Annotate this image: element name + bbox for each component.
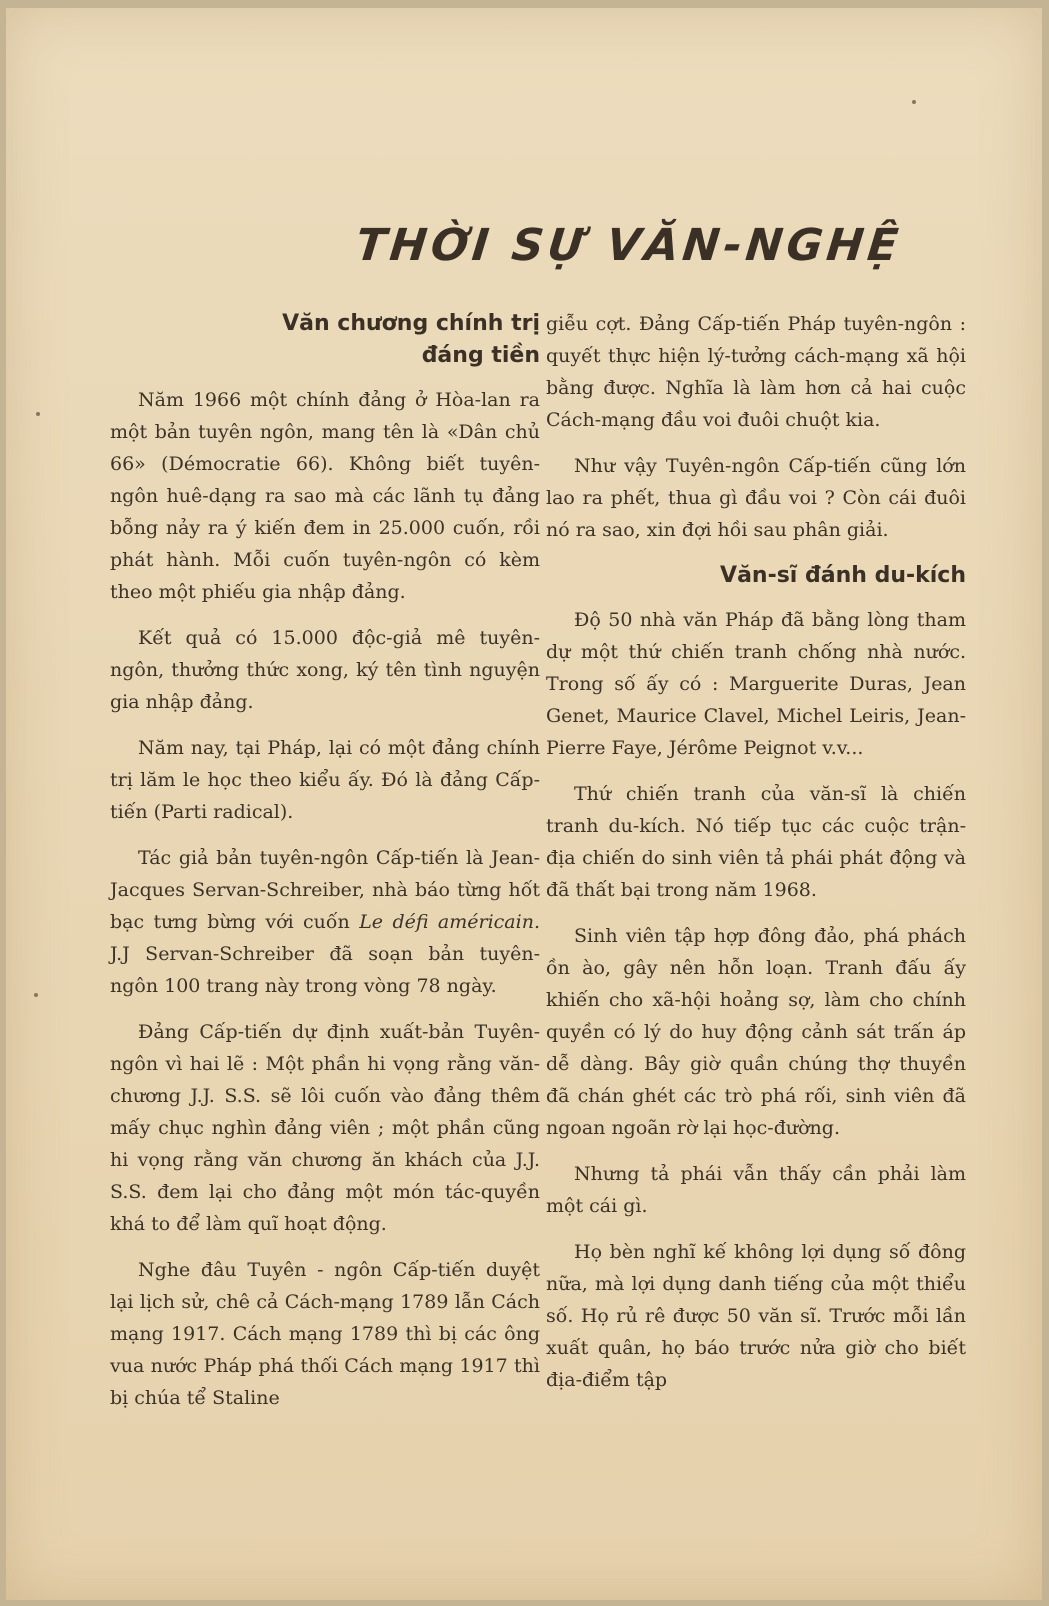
paragraph: Họ bèn nghĩ kế không lợi dụng số đông nữa, mà lợi dụng danh tiếng của một thiểu số. Họ rủ rê được 50 văn sĩ. Trước mỗi lần xuất quân, họ báo trước nửa giờ cho biết địa-điểm tập — [546, 1241, 966, 1391]
right-column — [546, 308, 966, 1410]
paragraph: Như vậy Tuyên-ngôn Cấp-tiến cũng lớn lao ra phết, thua gì đầu voi ? Còn cái đuôi nó ra sao, xin đợi hồi sau phân giải. — [546, 455, 966, 541]
paragraph: Năm 1966 một chính đảng ở Hòa-lan ra một bản tuyên ngôn, mang tên là «Dân chủ 66» (Démocratie 66). Không biết tuyên-ngôn huê-dạng ra sao mà các lãnh tụ đảng bỗng nảy ra ý kiến đem in 25.000 cuốn, rồi phát hành. Mỗi cuốn tuyên-ngôn có kèm theo một phiếu gia nhập đảng. — [110, 389, 540, 603]
paragraph-text: J.J Servan-Schreiber đã soạn bản tuyên-ngôn 100 trang này trong vòng 78 ngày. — [110, 943, 540, 997]
paragraph: Độ 50 nhà văn Pháp đã bằng lòng tham dự một thứ chiến tranh chống nhà nước. Trong số ấy có : Marguerite Duras, Jean Genet, Maurice Clavel, Michel Leiris, Jean-Pierre Faye, Jérôme Peignot v.v... — [546, 609, 966, 759]
paragraph: Sinh viên tập hợp đông đảo, phá phách ồn ào, gây nên hỗn loạn. Tranh đấu ấy khiến cho xã-hội hoảng sợ, làm cho chính quyền có lý do huy động cảnh sát trấn áp dễ dàng. Bây giờ quần chúng thợ thuyền đã chán ghét các trò phá rối, sinh viên đã ngoan ngoãn rờ lại học-đường. — [546, 925, 966, 1139]
paper-speck — [912, 100, 916, 104]
magazine-page — [6, 8, 1042, 1600]
article-heading: Văn-sĩ đánh du-kích — [720, 563, 966, 588]
paragraph-text: Tác giả bản tuyên-ngôn Cấp-tiến là Jean-Jacques Servan-Schreiber, nhà báo từng hốt bạc tưng bừng với cuốn — [110, 847, 540, 933]
paper-speck — [36, 412, 40, 416]
paragraph: Kết quả có 15.000 độc-giả mê tuyên-ngôn, thưởng thức xong, ký tên tình nguyện gia nhập đảng. — [110, 627, 540, 713]
paragraph: Đảng Cấp-tiến dự định xuất-bản Tuyên-ngôn vì hai lẽ : Một phần hi vọng rằng văn-chương J.J. S.S. sẽ lôi cuốn vào đảng thêm mấy chục nghìn đảng viên ; một phần cũng hi vọng rằng văn chương ăn khách của J.J. S.S. đem lại cho đảng một món tác-quyền khá to để làm quĩ hoạt động. — [110, 1021, 540, 1235]
page-title: THỜI SỰ VĂN-NGHỆ — [353, 220, 905, 271]
paragraph: Nghe đâu Tuyên - ngôn Cấp-tiến duyệt lại lịch sử, chê cả Cách-mạng 1789 lẫn Cách mạng 1917. Cách mạng 1789 thì bị các ông vua nước Pháp phá thối Cách mạng 1917 thì bị chúa tể Staline — [110, 1259, 540, 1409]
paragraph: Nhưng tả phái vẫn thấy cần phải làm một cái gì. — [546, 1163, 966, 1217]
left-column — [110, 308, 540, 1428]
book-title: Le défi américain. — [359, 911, 540, 933]
paragraph — [110, 842, 540, 1002]
paragraph: Năm nay, tại Pháp, lại có một đảng chính trị lăm le học theo kiểu ấy. Đó là đảng Cấp-tiến (Parti radical). — [110, 737, 540, 823]
paper-speck — [34, 993, 38, 997]
masthead — [6, 220, 1042, 271]
paragraph: giễu cợt. Đảng Cấp-tiến Pháp tuyên-ngôn : quyết thực hiện lý-tưởng cách-mạng xã hội bằng được. Nghĩa là làm hơn cả hai cuộc Cách-mạng đầu voi đuôi chuột kia. — [546, 313, 966, 431]
article-heading: Văn chương chính trị đáng tiền — [282, 311, 540, 368]
paragraph: Thứ chiến tranh của văn-sĩ là chiến tranh du-kích. Nó tiếp tục các cuộc trận-địa chiến do sinh viên tả phái phát động và đã thất bại trong năm 1968. — [546, 783, 966, 901]
